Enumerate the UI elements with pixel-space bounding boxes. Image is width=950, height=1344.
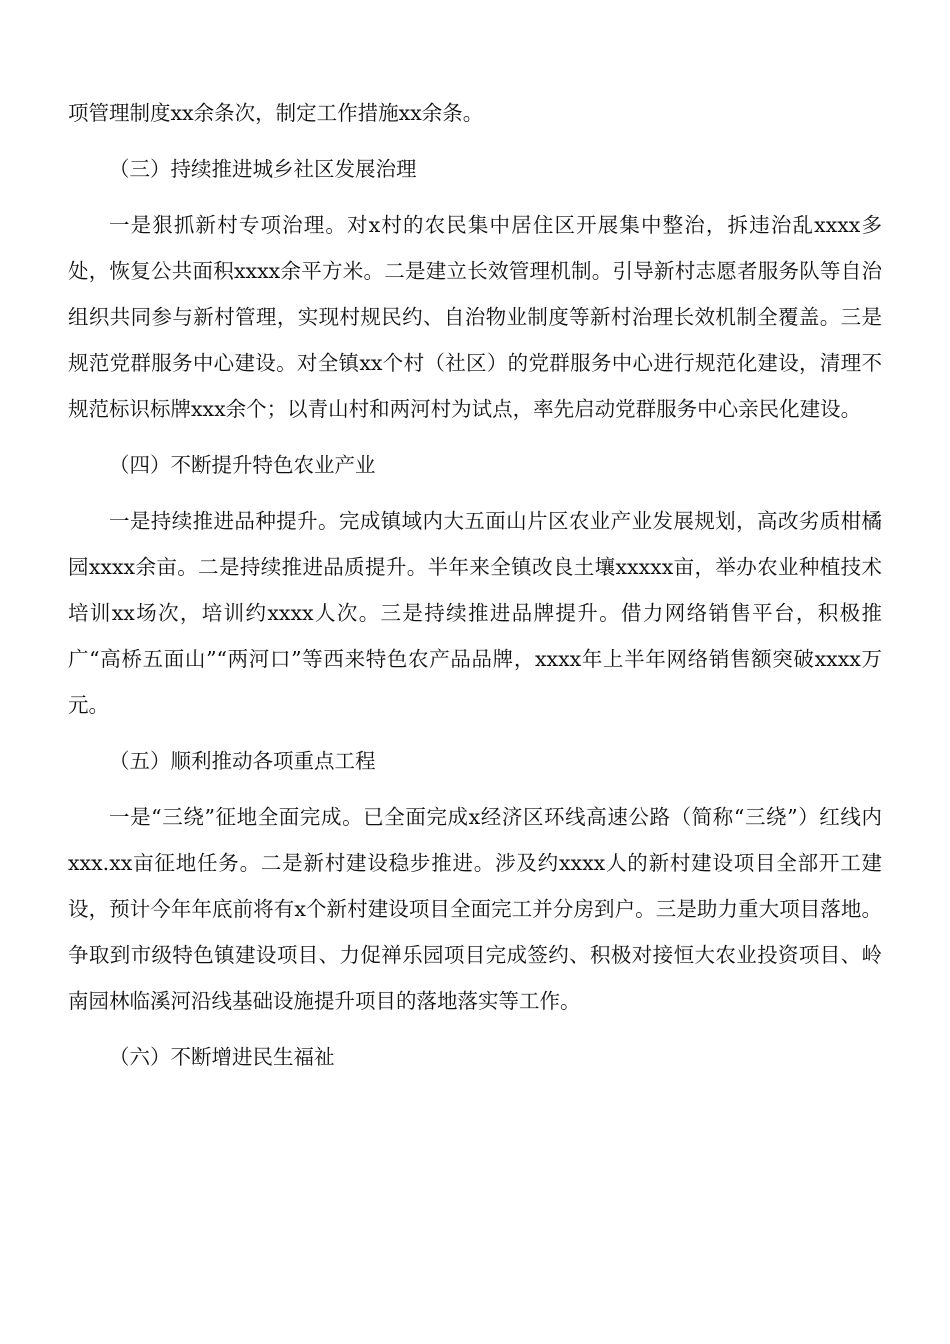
section-heading-4: （四）不断提升特色农业产业 xyxy=(109,453,376,477)
section-heading-6: （六）不断增进民生福祉 xyxy=(109,1045,335,1069)
paragraph-community-governance: 一是狠抓新村专项治理。对x村的农民集中居住区开展集中整治，拆违治乱xxxx多处，恢复公共面积xxxx余平方米。二是建立长效管理机制。引导新村志愿者服务队等自治组织共同参与新村管理，实现村规民约、自治物业制度等新村治理长效机制全覆盖。三是规范党群服务中心建设。对全镇xx个村（社区）的党群服务中心进行规范化建设，清理不规范标识标牌xxx余个；以青山村和两河村为试点，率先启动党群服务中心亲民化建设。 xyxy=(68,213,882,421)
section-heading-5: （五）顺利推动各项重点工程 xyxy=(109,749,376,773)
paragraph-agriculture: 一是持续推进品种提升。完成镇域内大五面山片区农业产业发展规划，高改劣质柑橘园xxxx余亩。二是持续推进品质提升。半年来全镇改良土壤xxxxx亩，举办农业种植技术培训xx场次，培训约xxxx人次。三是持续推进品牌提升。借力网络销售平台，积极推广“高桥五面山”“两河口”等西来特色农产品品牌，xxxx年上半年网络销售额突破xxxx万元。 xyxy=(68,509,882,717)
paragraph-key-projects: 一是“三绕”征地全面完成。已全面完成x经济区环线高速公路（简称“三绕”）红线内xxx.xx亩征地任务。二是新村建设稳步推进。涉及约xxxx人的新村建设项目全部开工建设，预计今年年底前将有x个新村建设项目全面完工并分房到户。三是助力重大项目落地。争取到市级特色镇建设项目、力促禅乐园项目完成签约、积极对接恒大农业投资项目、岭南园林临溪河沿线基础设施提升项目的落地落实等工作。 xyxy=(68,805,882,1013)
document-body xyxy=(68,90,882,1090)
section-heading-3: （三）持续推进城乡社区发展治理 xyxy=(109,157,417,181)
paragraph-continued: 项管理制度xx余条次，制定工作措施xx余条。 xyxy=(68,101,484,125)
